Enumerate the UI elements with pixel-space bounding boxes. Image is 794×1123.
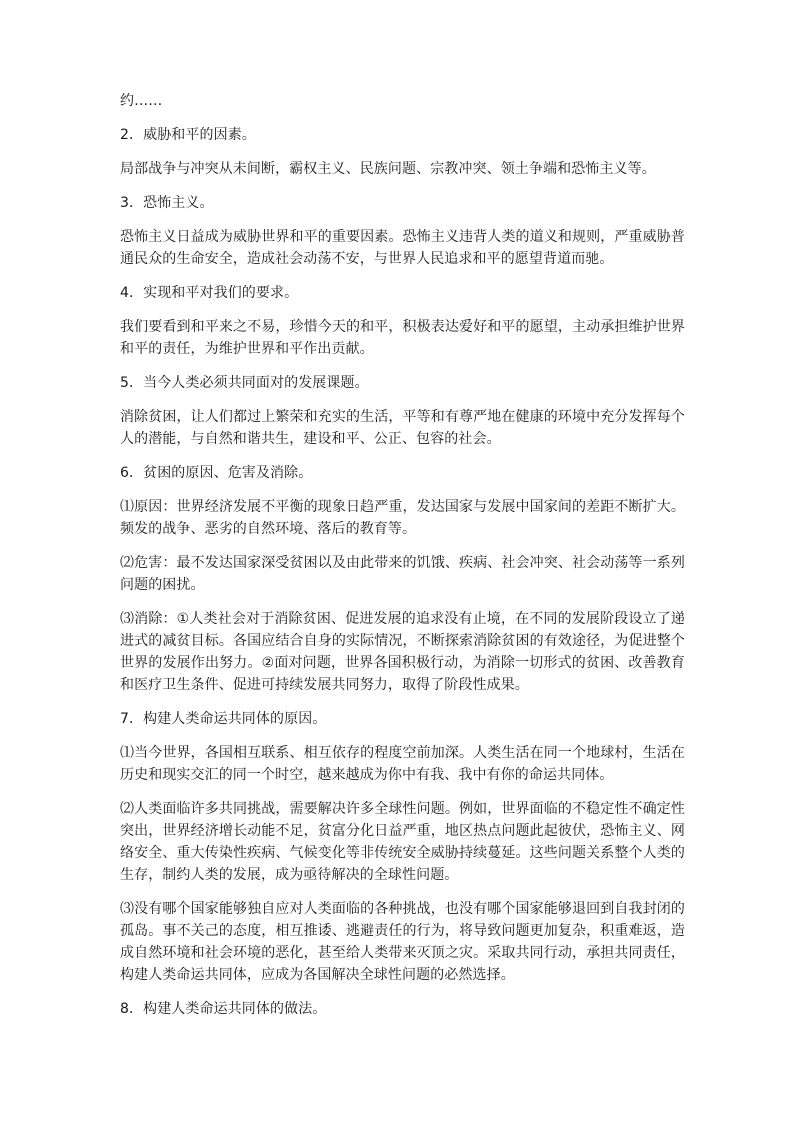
section-heading-6: 6．贫困的原因、危害及消除。 bbox=[120, 465, 313, 481]
section-heading-2: 2．威胁和平的因素。 bbox=[120, 127, 256, 143]
section-body-3: 恐怖主义日益成为威胁世界和平的重要因素。恐怖主义违背人类的道义和规则，严重威胁普通民众的生命安全，造成社会动荡不安，与世界人民追求和平的愿望背道而驰。 bbox=[120, 229, 685, 267]
section-body-5: 消除贫困，让人们都过上繁荣和充实的生活，平等和有尊严地在健康的环境中充分发挥每个人的潜能，与自然和谐共生，建设和平、公正、包容的社会。 bbox=[120, 409, 685, 447]
section-heading-7: 7．构建人类命运共同体的原因。 bbox=[120, 711, 327, 727]
section-body-2: 局部战争与冲突从未间断，霸权主义、民族问题、宗教冲突、领土争端和恐怖主义等。 bbox=[120, 161, 656, 177]
section-heading-3: 3．恐怖主义。 bbox=[120, 195, 214, 211]
section-heading-5: 5．当今人类必须共同面对的发展课题。 bbox=[120, 375, 369, 391]
section-body-7-1: ⑴当今世界，各国相互联系、相互依存的程度空前加深。人类生活在同一个地球村，生活在历史和现实交汇的同一个时空，越来越成为你中有我、我中有你的命运共同体。 bbox=[120, 745, 685, 783]
paragraph-continuation: 约…… bbox=[120, 93, 163, 109]
section-body-6-harm: ⑵危害：最不发达国家深受贫困以及由此带来的饥饿、疾病、社会冲突、社会动荡等一系列问题的困扰。 bbox=[120, 555, 685, 593]
section-body-6-cause: ⑴原因：世界经济发展不平衡的现象日趋严重，发达国家与发展中国家间的差距不断扩大。频发的战争、恶劣的自然环境、落后的教育等。 bbox=[120, 499, 685, 537]
section-heading-8: 8．构建人类命运共同体的做法。 bbox=[120, 1001, 327, 1017]
section-body-4: 我们要看到和平来之不易，珍惜今天的和平，积极表达爱好和平的愿望，主动承担维护世界和平的责任，为维护世界和平作出贡献。 bbox=[120, 319, 685, 357]
document-content bbox=[120, 90, 685, 1032]
section-body-6-elimination: ⑶消除：①人类社会对于消除贫困、促进发展的追求没有止境，在不同的发展阶段设立了递进式的减贫目标。各国应结合自身的实际情况，不断探索消除贫困的有效途径，为促进整个世界的发展作出努力。②面对问题，世界各国积极行动，为消除一切形式的贫困、改善教育和医疗卫生条件、促进可持续发展共同努力，取得了阶段性成果。 bbox=[120, 611, 685, 693]
section-body-7-3: ⑶没有哪个国家能够独自应对人类面临的各种挑战，也没有哪个国家能够退回到自我封闭的孤岛。事不关己的态度，相互推诿、逃避责任的行为，将导致问题更加复杂，积重难返，造成自然环境和社会环境的恶化，甚至给人类带来灭顶之灾。采取共同行动，承担共同责任，构建人类命运共同体，应成为各国解决全球性问题的必然选择。 bbox=[120, 901, 685, 983]
section-body-7-2: ⑵人类面临许多共同挑战，需要解决许多全球性问题。例如，世界面临的不稳定性不确定性突出，世界经济增长动能不足，贫富分化日益严重，地区热点问题此起彼伏，恐怖主义、网络安全、重大传染性疾病、气候变化等非传统安全威胁持续蔓延。这些问题关系整个人类的生存，制约人类的发展，成为亟待解决的全球性问题。 bbox=[120, 801, 685, 883]
section-heading-4: 4．实现和平对我们的要求。 bbox=[120, 285, 299, 301]
